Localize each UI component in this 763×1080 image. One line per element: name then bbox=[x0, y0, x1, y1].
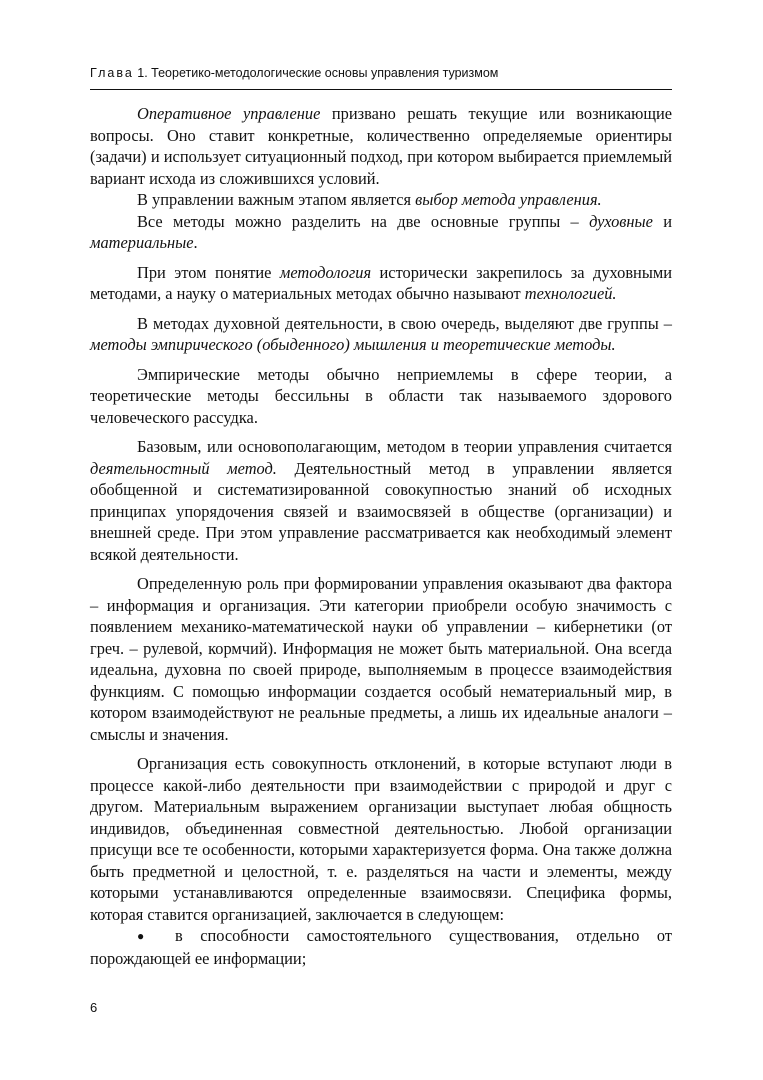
body-text bbox=[90, 103, 672, 969]
bullet-text: в способности самостоятельного существования, отдельно от порождающей ее информации; bbox=[90, 926, 673, 968]
page-number: 6 bbox=[90, 1000, 98, 1015]
paragraph-1: Оперативное управление призвано решать текущие или возникающие вопросы. Оно ставит конкретные, количественно определяемые ориентиры (задачи) и использует ситуационный подход, при котором выбирается приемлемый вариант исхода из сложившихся условий. bbox=[90, 104, 673, 188]
paragraph-7: Базовым, или основополагающим, методом в теории управления считается деятельностный метод. Деятельностный метод в управлении является обобщенной и систематизированной совокупностью знаний об исходных принципах упорядочения связей и взаимосвязей в обществе (организации) и внешней среде. При этом управление рассматривается как необходимый элемент всякой деятельности. bbox=[90, 437, 672, 564]
paragraph-8: Определенную роль при формировании управления оказывают два фактора – информация и организация. Эти категории приобрели особую значимость с появлением механико-математической науки об управлении – кибернетики (от греч. – рулевой, кормчий). Информация не может быть материальной. Она всегда идеальна, духовна по своей природе, выполняемым в процессе взаимодействия функциям. С помощью информации создается особый нематериальный мир, в котором взаимодействуют не реальные предметы, а лишь их идеальные аналоги – смыслы и значения. bbox=[90, 574, 672, 744]
chapter-label: Глава bbox=[90, 66, 134, 80]
bullet-item bbox=[90, 925, 672, 969]
chapter-title: Теоретико-методологические основы управления туризмом bbox=[151, 66, 499, 80]
running-header bbox=[90, 66, 672, 80]
bullet-marker: ● bbox=[137, 929, 158, 943]
header-rule bbox=[90, 89, 672, 90]
paragraph-5: В методах духовной деятельности, в свою очередь, выделяют две группы – методы эмпирического (обыденного) мышления и теоретические методы. bbox=[90, 313, 672, 354]
paragraph-2: В управлении важным этапом является выбор метода управления. bbox=[137, 190, 602, 209]
paragraph-6: Эмпирические методы обычно неприемлемы в сфере теории, а теоретические методы бессильны в области так называемого здорового человеческого рассудка. bbox=[90, 364, 672, 427]
paragraph-3: Все методы можно разделить на две основные группы – духовные и материальные. bbox=[90, 211, 672, 252]
paragraph-9: Организация есть совокупность отклонений, в которые вступают люди в процессе какой-либо деятельности при взаимодействии с природой и друг с другом. Материальным выражением организации выступает любая общность индивидов, объединенная совместной деятельностью. Любой организации присущи все те особенности, которыми характеризуется форма. Она также должна быть предметной и целостной, т. е. разделяться на части и элементы, между которыми устанавливаются определенные взаимосвязи. Специфика формы, которая ставится организацией, заключается в следующем: bbox=[90, 754, 672, 924]
chapter-number: 1. bbox=[137, 66, 148, 80]
paragraph-4: При этом понятие методология исторически закрепилось за духовными методами, а науку о материальных методах обычно называют технологией. bbox=[90, 262, 672, 303]
